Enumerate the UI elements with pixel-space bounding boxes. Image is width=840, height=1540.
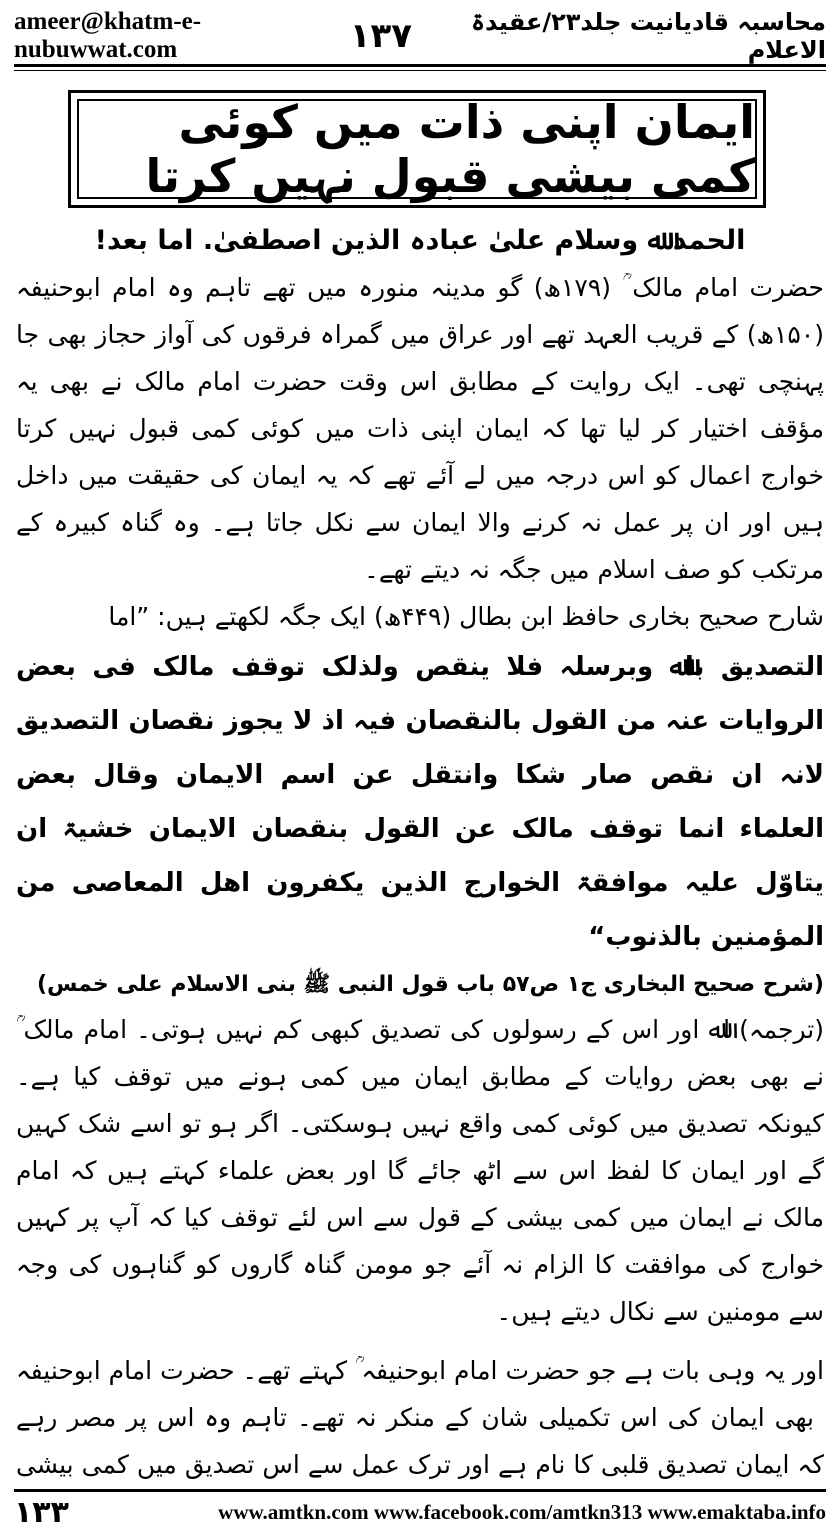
page-header (14, 10, 826, 62)
paragraph-translation: (ترجمہ) اﷲ اور اس کے رسولوں کی تصدیق کبھی کم نہیں ہوتی۔ امام مالک ؒ نے بھی بعض روایات کے مطابق ایمان میں کمی ہونے میں توقف کیا ہے۔ کیونکہ تصدیق میں کوئی کمی واقع نہیں ہوسکتی۔ اگر ہو تو اسے شک کہیں گے اور ایمان کا لفظ اس سے اٹھ جائے گا اور بعض علماء کہتے ہیں کہ امام مالک نے ایمان میں کمی بیشی کے قول سے اس لئے توقف کیا کہ آپ پر کہیں خوارج کی موافقت کا الزام نہ آئے جو مومن گناہ گاروں کو گناہوں کی وجہ سے مومنین سے نکال دیتے ہیں۔ (16, 1015, 824, 1326)
paragraph-imam-malik: حضرت امام مالک ؒ (۱۷۹ھ) گو مدینہ منورہ میں تھے تاہم وہ امام ابوحنیفہ (۱۵۰ھ) کے قریب العہد تھے اور عراق میں گمراہ فرقوں کی آواز حجاز بھی جا پہنچی تھی۔ ایک روایت کے مطابق اس وقت حضرت امام مالک نے بھی یہ مؤقف اختیار کر لیا تھا کہ ایمان اپنی ذات میں کوئی کمی قبول نہیں کرتا خوارج اعمال کو اس درجہ میں لے آئے تھے کہ یہ ایمان کی حقیقت میں داخل ہیں اور ان پر عمل نہ کرنے والا ایمان سے نکل جاتا ہے۔ وہ گناہ کبیرہ کے مرتکب کو صف اسلام میں جگہ نہ دیتے تھے۔ (16, 273, 824, 584)
header-left (14, 8, 412, 64)
footer-links: www.amtkn.com www.facebook.com/amtkn313 www.emaktaba.info (218, 1499, 826, 1524)
footer-page-number: ۱۳۳ (14, 1494, 69, 1530)
chapter-title: ایمان اپنی ذات میں کوئی کمی بیشی قبول نہیں کرتا (145, 95, 755, 203)
paragraph-gap (16, 1335, 824, 1347)
hamd-line: الحمد ﷲ وسلام علیٰ عبادہ الذین اصطفیٰ. اما بعد! (94, 225, 746, 256)
header-rule-thick (14, 64, 826, 67)
header-rule-thin (14, 70, 826, 71)
paragraph-abu-hanifa: اور یہ وہی بات ہے جو حضرت امام ابوحنیفہ ؒ کہتے تھے۔ حضرت امام ابوحنیفہ ؒ بھی ایمان کی اس تکمیلی شان کے منکر نہ تھے۔ تاہم وہ اس پر مصر رہے کہ ایمان تصدیق قلبی کا نام ہے اور ترک عمل سے اس تصدیق میں کمی بیشی (16, 1356, 824, 1479)
arabic-quotation: التصدیق باﷲ وبرسلہ فلا ینقص ولذلک توقف مالک فی بعض الروایات عنہ من القول بالنقصان فیہ اذ لا یجوز نقصان التصدیق لانہ ان نقص صار شکا وانتقل عن اسم الایمان وقال بعض العلماء انما توقف مالک عن القول بنقصان الایمان خشیۃ ان یتاوّل علیہ موافقۃ الخوارج الذین یکفرون اھل المعاصی من المؤمنین بالذنوب“ (16, 652, 824, 952)
body-text (16, 218, 824, 1484)
series-title: محاسبہ قادیانیت جلد۲۳/عقیدۃ الاعلام (470, 8, 826, 64)
page-number: ۱۳۷ (349, 16, 412, 56)
page-footer (14, 1489, 826, 1532)
email-address: ameer@khatm-e-nubuwwat.com (14, 8, 202, 63)
paragraph-ibn-battal: شارح صحیح بخاری حافظ ابن بطال (۴۴۹ھ) ایک جگہ لکھتے ہیں: ”اما (108, 602, 824, 631)
citation: (شرح صحیح البخاری ج۱ ص۵۷ باب قول النبی ﷺ بنی الاسلام علی خمس) (36, 972, 824, 997)
title-box (68, 90, 766, 208)
title-box-inner (77, 95, 757, 203)
